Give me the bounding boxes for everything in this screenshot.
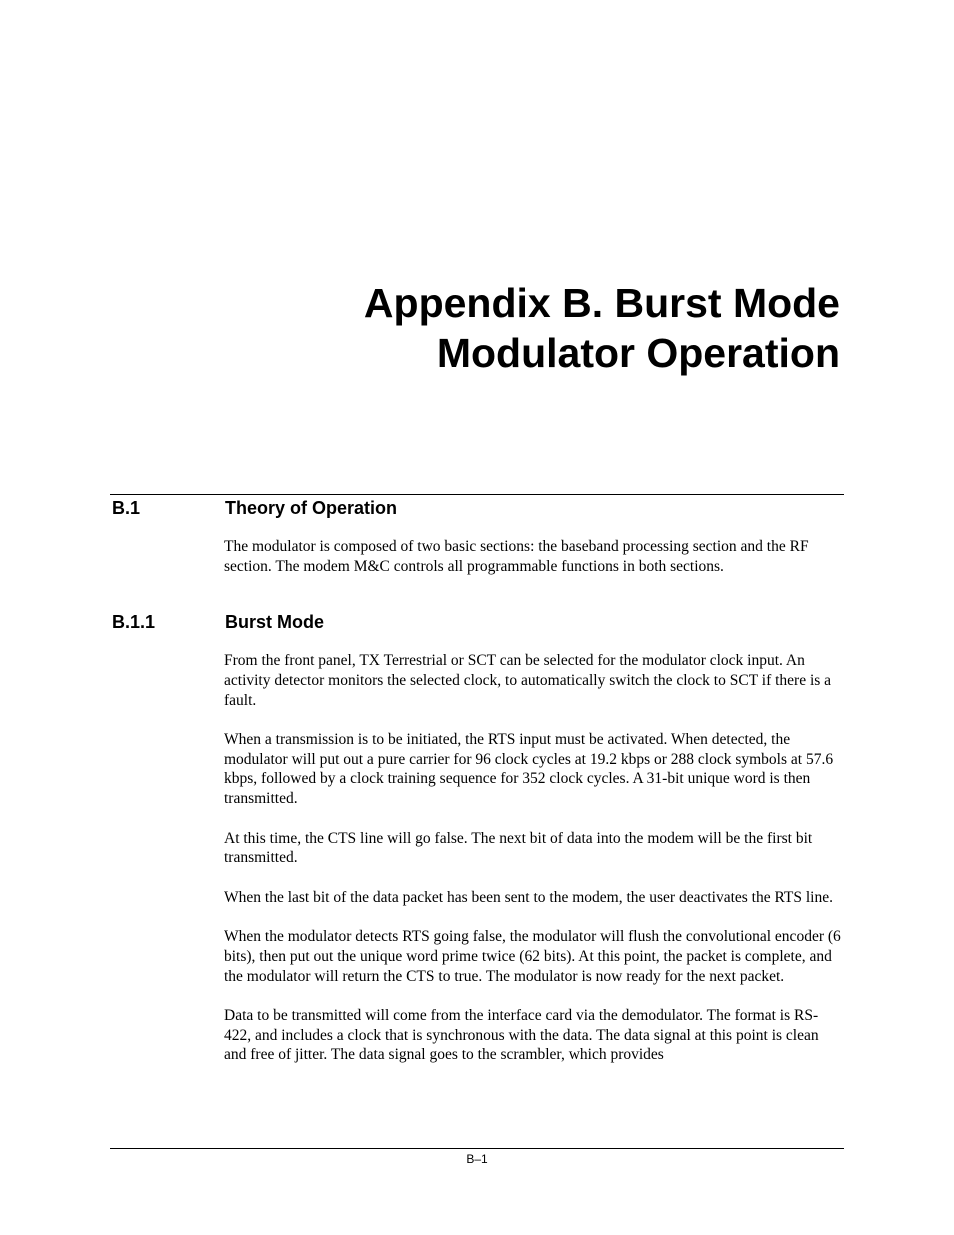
section-body-b1-1 [224, 651, 844, 1085]
page-number: B–1 [466, 1152, 488, 1166]
section-number: B.1.1 [112, 612, 156, 632]
page-title-line-2: Modulator Operation [436, 330, 840, 376]
paragraph: When the last bit of the data packet has been sent to the modem, the user deactivates the RTS line. [224, 888, 833, 906]
paragraph: From the front panel, TX Terrestrial or SCT can be selected for the modulator clock input. An activity detector monitors the selected clock, to automatically switch the clock to SCT if there is a fault. [224, 652, 832, 709]
footer-divider [110, 1148, 844, 1149]
section-title: Theory of Operation [225, 498, 398, 518]
paragraph: At this time, the CTS line will go false. The next bit of data into the modem will be the first bit transmitted. [224, 829, 813, 867]
section-title: Burst Mode [225, 612, 324, 632]
section-heading-b1-1 [112, 611, 844, 633]
section-number: B.1 [112, 498, 141, 518]
paragraph: The modulator is composed of two basic sections: the baseband processing section and the RF section. The modem M&C controls all programmable functions in both sections. [224, 538, 809, 575]
paragraph: When a transmission is to be initiated, the RTS input must be activated. When detected, the modulator will put out a pure carrier for 96 clock cycles at 19.2 kbps or 288 clock symbols at 57.6 kbps, followed by a clock training sequence for 352 clock cycles. A 31-bit unique word is then transmitted. [224, 730, 834, 808]
paragraph: Data to be transmitted will come from the interface card via the demodulator. The format is RS-422, and includes a clock that is synchronous with the data. The data signal at this point is clean and free of jitter. The data signal goes to the scrambler, which provides [224, 1006, 819, 1064]
section-body-b1 [224, 537, 844, 596]
paragraph: When the modulator detects RTS going false, the modulator will flush the convolutional encoder (6 bits), then put out the unique word prime twice (62 bits). At this point, the packet is complete, and the modulator will return the CTS to true. The modulator is now ready for the next packet. [224, 927, 841, 985]
section-heading-b1 [112, 497, 844, 519]
page-title [140, 278, 840, 378]
section-divider [110, 494, 844, 495]
page-title-line-1: Appendix B. Burst Mode [363, 280, 840, 326]
